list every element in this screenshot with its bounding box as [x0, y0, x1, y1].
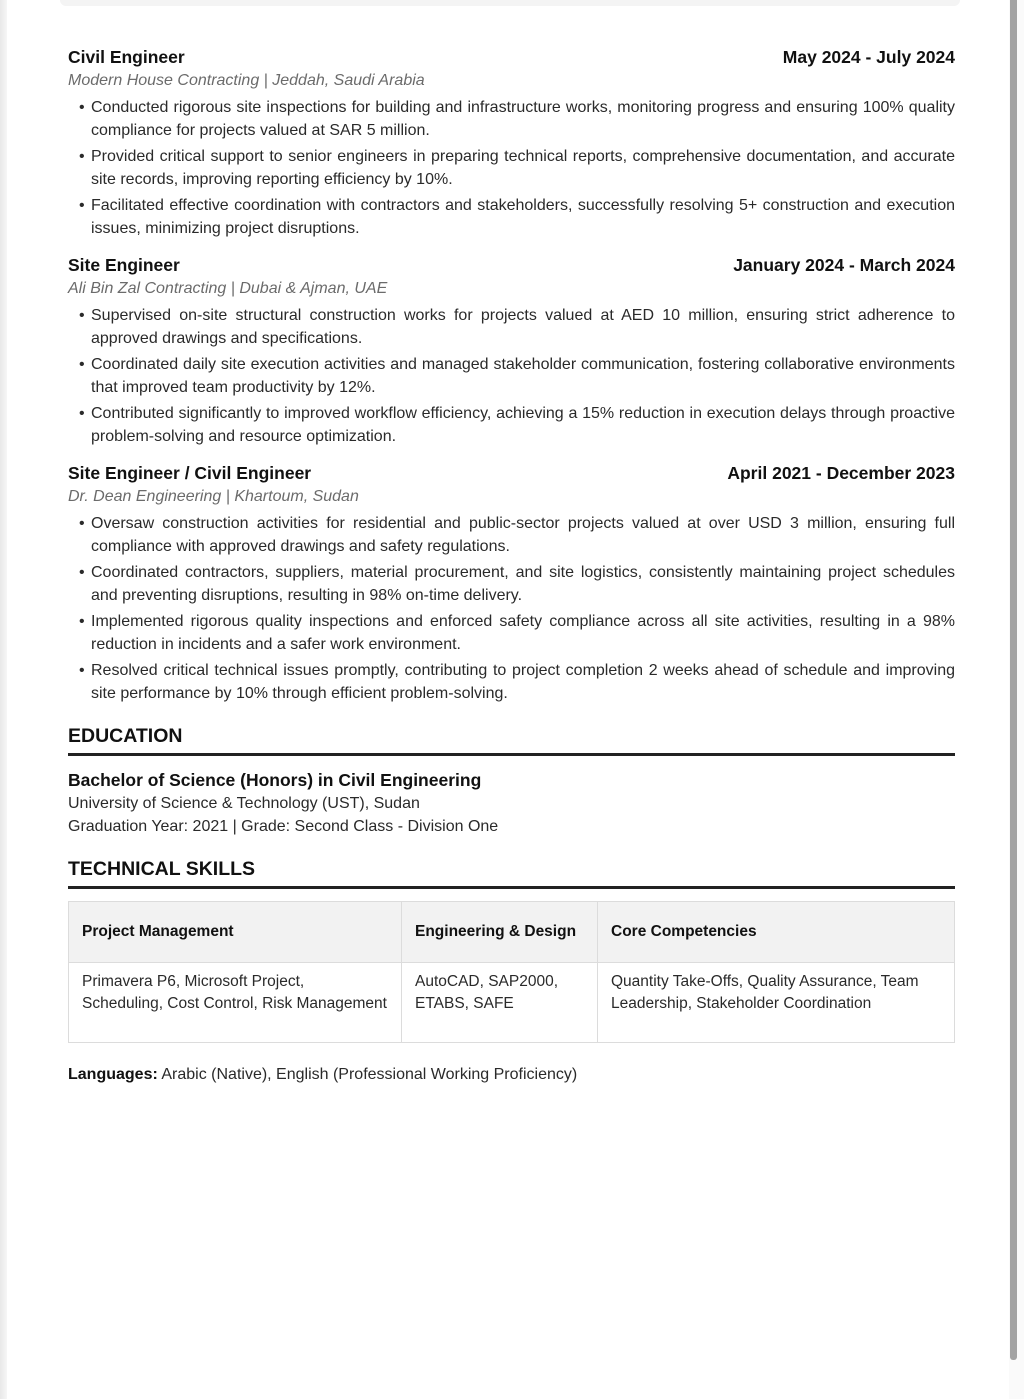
company-location: Dr. Dean Engineering | Khartoum, Sudan [68, 488, 359, 505]
table-cell: Quantity Take-Offs, Quality Assurance, Team Leadership, Stakeholder Coordination [598, 963, 955, 1043]
skills-heading: TECHNICAL SKILLS [68, 856, 955, 889]
bullet-icon: • [79, 613, 85, 630]
job-title: Site Engineer / Civil Engineer [68, 463, 312, 483]
job-header [68, 460, 955, 486]
list-item: • Coordinated contractors, suppliers, material procurement, and site logistics, consistently maintaining project schedules and preventing disruptions, resulting in 98% on-time delivery. [79, 561, 955, 607]
list-item: • Coordinated daily site execution activities and managed stakeholder communication, fostering collaborative environments that improved team productivity by 12%. [79, 353, 955, 399]
experience-entry [68, 460, 955, 705]
job-dates: January 2024 - March 2024 [733, 255, 955, 275]
bullet-icon: • [79, 148, 85, 165]
company-location: Ali Bin Zal Contracting | Dubai & Ajman, UAE [68, 280, 388, 297]
previous-page-edge [60, 0, 960, 6]
languages-value: Arabic (Native), English (Professional Working Proficiency) [157, 1066, 578, 1083]
bullet-icon: • [79, 564, 85, 581]
bullet-icon: • [79, 197, 85, 214]
table-header-row [69, 902, 955, 963]
bullet-icon: • [79, 356, 85, 373]
languages-label: Languages: [68, 1066, 158, 1083]
column-header-project-management: Project Management [69, 902, 402, 963]
list-item: • Supervised on-site structural construction works for projects valued at AED 10 million, ensuring strict adherence to approved drawings and specifications. [79, 304, 955, 350]
table-row [69, 963, 955, 1043]
institution: University of Science & Technology (UST), Sudan [68, 795, 420, 812]
list-item: • Facilitated effective coordination with contractors and stakeholders, successfully resolving 5+ construction and execution issues, minimizing project disruptions. [79, 194, 955, 240]
bullet-icon: • [79, 662, 85, 679]
list-item: • Conducted rigorous site inspections for building and infrastructure works, monitoring progress and ensuring 100% quality compliance for projects valued at SAR 5 million. [79, 96, 955, 142]
table-cell: Primavera P6, Microsoft Project, Scheduling, Cost Control, Risk Management [69, 963, 402, 1043]
experience-entry [68, 44, 955, 240]
viewer-left-edge [0, 0, 7, 1399]
list-item: • Resolved critical technical issues promptly, contributing to project completion 2 weeks ahead of schedule and improving site performance by 10% through efficient problem-solving. [79, 659, 955, 705]
bullet-icon: • [79, 99, 85, 116]
list-item: • Contributed significantly to improved workflow efficiency, achieving a 15% reduction in execution delays through proactive problem-solving and resource optimization. [79, 402, 955, 448]
list-item: • Oversaw construction activities for residential and public-sector projects valued at over USD 3 million, ensuring full compliance with approved drawings and safety regulations. [79, 512, 955, 558]
degree-title: Bachelor of Science (Honors) in Civil Engineering [68, 770, 482, 790]
column-header-engineering-design: Engineering & Design [402, 902, 598, 963]
education-heading: EDUCATION [68, 723, 955, 756]
job-title: Site Engineer [68, 255, 180, 275]
list-item: • Implemented rigorous quality inspections and enforced safety compliance across all site activities, resulting in a 98% reduction in incidents and a safer work environment. [79, 610, 955, 656]
bullet-icon: • [79, 307, 85, 324]
experience-entry [68, 252, 955, 448]
job-header [68, 252, 955, 278]
bullet-icon: • [79, 405, 85, 422]
job-dates: April 2021 - December 2023 [727, 463, 955, 483]
scrollbar-thumb[interactable] [1010, 0, 1017, 1360]
skills-table [68, 901, 955, 1043]
languages-line [68, 1063, 955, 1087]
job-header [68, 44, 955, 70]
bullet-icon: • [79, 515, 85, 532]
resume-page [68, 44, 955, 1087]
responsibility-list [68, 512, 955, 705]
company-location: Modern House Contracting | Jeddah, Saudi Arabia [68, 72, 425, 89]
responsibility-list [68, 96, 955, 240]
job-dates: May 2024 - July 2024 [782, 47, 955, 67]
table-cell: AutoCAD, SAP2000, ETABS, SAFE [402, 963, 598, 1043]
column-header-core-competencies: Core Competencies [598, 902, 955, 963]
responsibility-list [68, 304, 955, 448]
graduation-details: Graduation Year: 2021 | Grade: Second Class - Division One [68, 818, 499, 835]
list-item: • Provided critical support to senior engineers in preparing technical reports, comprehensive documentation, and accurate site records, improving reporting efficiency by 10%. [79, 145, 955, 191]
job-title: Civil Engineer [68, 47, 185, 67]
